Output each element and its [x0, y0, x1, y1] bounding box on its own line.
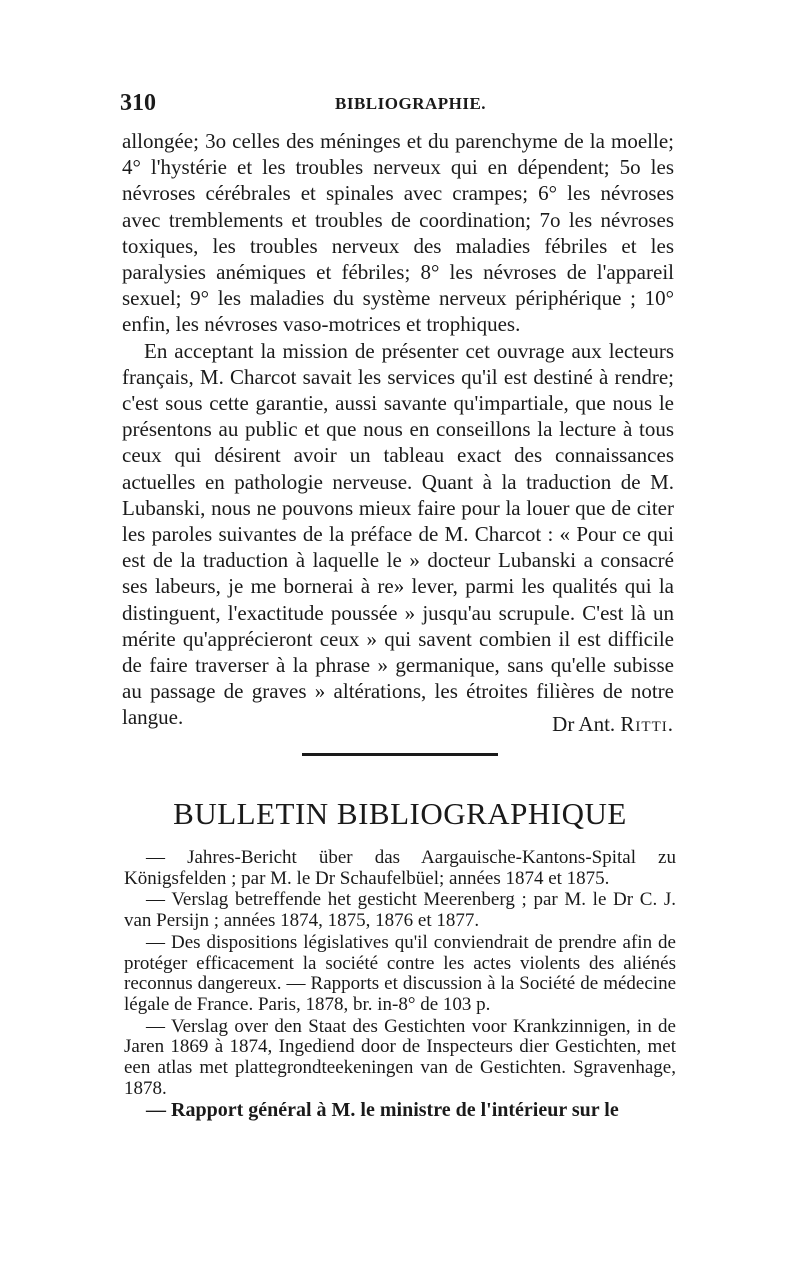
paragraph-2: En acceptant la mission de présenter cet ouvrage aux lecteurs français, M. Charcot savait les services qu'il est destiné à rendre; c'est sous cette garantie, aussi savante qu'impartiale, que nous le présentons au public et que nous en conseillons la lecture à tous ceux qui désirent avoir un tableau exact des connaissances actuelles en pathologie nerveuse. Quant à la traduction de M. Lubanski, nous ne pouvons mieux faire pour la louer que de citer les paroles suivantes de la préface de M. Charcot : « Pour ce qui est de la traduction à laquelle le » docteur Lubanski a consacré ses labeurs, je me bornerai à re» lever, parmi les qualités qui la distinguent, l'exactitude poussée » jusqu'au scrupule. C'est là un mérite qu'apprécieront ceux » qui savent combien il est difficile de faire traverser à la phrase » germanique, sans qu'elle subisse au passage de graves » altérations, les étroites filières de notre langue.: [122, 338, 674, 730]
bulletin-title: BULLETIN BIBLIOGRAPHIQUE: [173, 796, 627, 831]
bulletin-entry: — Jahres-Bericht über das Aargauische-Kantons-Spital zu Königsfelden ; par M. le Dr Schaufelbüel; années 1874 et 1875.: [124, 847, 676, 889]
section-divider: [302, 753, 498, 756]
running-head: BIBLIOGRAPHIE.: [335, 94, 487, 113]
signature: [552, 712, 674, 737]
signature-prefix: Dr Ant.: [552, 712, 616, 736]
bulletin-entry: — Des dispositions législatives qu'il conviendrait de prendre afin de protéger efficacement la société contre les actes violents des aliénés reconnus dangereux. — Rapports et discussion à la Société de médecine légale de France. Paris, 1878, br. in-8° de 103 p.: [124, 931, 676, 1015]
signature-name: Ritti.: [620, 712, 674, 736]
bulletin-entry: — Rapport général à M. le ministre de l'intérieur sur le: [146, 1099, 619, 1122]
bulletin-entry: — Verslag over den Staat des Gestichten voor Krankzinnigen, in de Jaren 1869 à 1874, Ingediend door de Inspecteurs dier Gestichten, met een atlas met plattegrondteekeningen van de Gestichten. Sgravenhage, 1878.: [124, 1015, 676, 1099]
bulletin-entries: [124, 848, 676, 1122]
page-header: [120, 90, 680, 120]
page-number: 310: [120, 90, 156, 116]
paragraph-1: allongée; 3o celles des méninges et du parenchyme de la moelle; 4° l'hystérie et les troubles nerveux qui en dépendent; 5o les névroses cérébrales et spinales avec crampes; 6° les névroses avec tremblements et troubles de coordination; 7o les névroses toxiques, les troubles nerveux des maladies fébriles et les paralysies anémiques et fébriles; 8° les névroses de l'appareil sexuel; 9° les maladies du système nerveux périphérique ; 10° enfin, les névroses vaso-motrices et trophiques.: [122, 129, 674, 337]
body-text: [122, 128, 674, 731]
bulletin-entry: — Verslag betreffende het gesticht Meerenberg ; par M. le Dr C. J. van Persijn ; années 1874, 1875, 1876 et 1877.: [124, 889, 676, 932]
